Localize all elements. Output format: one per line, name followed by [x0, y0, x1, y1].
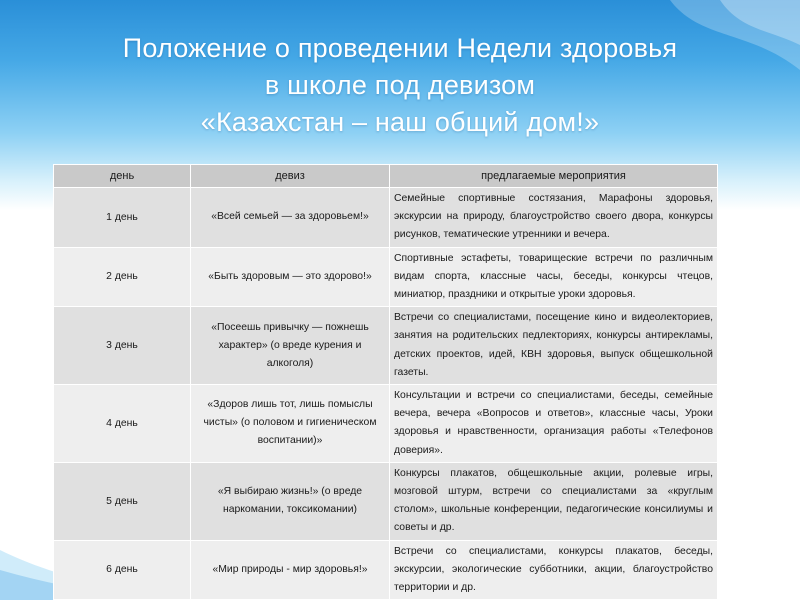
- header-events: предлагаемые мероприятия: [390, 165, 718, 188]
- events-cell: Спортивные эстафеты, товарищеские встречи по различным видам спорта, классные часы, беседы, конкурсы чтецов, миниатюр, праздники и открытые уроки здоровья.: [390, 247, 718, 307]
- day-cell: 2 день: [54, 247, 191, 307]
- events-cell: Консультации и встречи со специалистами, беседы, семейные вечера, вечера «Вопросов и ответов», классные часы, Уроки здоровья и нравственности, организация работы «Телефонов доверия».: [390, 385, 718, 463]
- events-cell: Семейные спортивные состязания, Марафоны здоровья, экскурсии на природу, благоустройство своего двора, конкурсы рисунков, тематические утренники и вечера.: [390, 188, 718, 248]
- header-motto: девиз: [191, 165, 390, 188]
- motto-cell: «Всей семьей — за здоровьем!»: [191, 188, 390, 248]
- header-day: день: [54, 165, 191, 188]
- table-row: [54, 385, 718, 463]
- events-cell: Конкурсы плакатов, общешкольные акции, ролевые игры, мозговой штурм, встречи со специалистами за «круглым столом», школьные конференции, педагогические консилиумы и советы и др.: [390, 462, 718, 540]
- events-cell: Встречи со специалистами, конкурсы плакатов, беседы, экскурсии, экологические субботники, акции, благоустройство территории и др.: [390, 540, 718, 600]
- events-cell: Встречи со специалистами, посещение кино и видеолекториев, занятия на родительских педлекториях, конкурсы антирекламы, детских проектов, идей, КВН здоровья, выпуск общешкольной газеты.: [390, 307, 718, 385]
- day-cell: 3 день: [54, 307, 191, 385]
- motto-cell: «Посеешь привычку — пожнешь характер» (о вреде курения и алкоголя): [191, 307, 390, 385]
- day-cell: 5 день: [54, 462, 191, 540]
- title-line-2: в школе под девизом: [264, 70, 536, 100]
- table-row: [54, 540, 718, 600]
- slide-title: [30, 30, 770, 141]
- table-row: [54, 188, 718, 248]
- motto-cell: «Я выбираю жизнь!» (о вреде наркомании, токсикомании): [191, 462, 390, 540]
- motto-cell: «Мир природы - мир здоровья!»: [191, 540, 390, 600]
- table-row: [54, 462, 718, 540]
- day-cell: 6 день: [54, 540, 191, 600]
- day-cell: 4 день: [54, 385, 191, 463]
- table-row: [54, 307, 718, 385]
- health-week-table: [53, 164, 718, 600]
- title-line-1: Положение о проведении Недели здоровья: [122, 33, 678, 63]
- motto-cell: «Здоров лишь тот, лишь помыслы чисты» (о половом и гигиеническом воспитании)»: [191, 385, 390, 463]
- table-header-row: [54, 165, 718, 188]
- day-cell: 1 день: [54, 188, 191, 248]
- title-line-3: «Казахстан – наш общий дом!»: [200, 107, 600, 137]
- motto-cell: «Быть здоровым — это здорово!»: [191, 247, 390, 307]
- table-row: [54, 247, 718, 307]
